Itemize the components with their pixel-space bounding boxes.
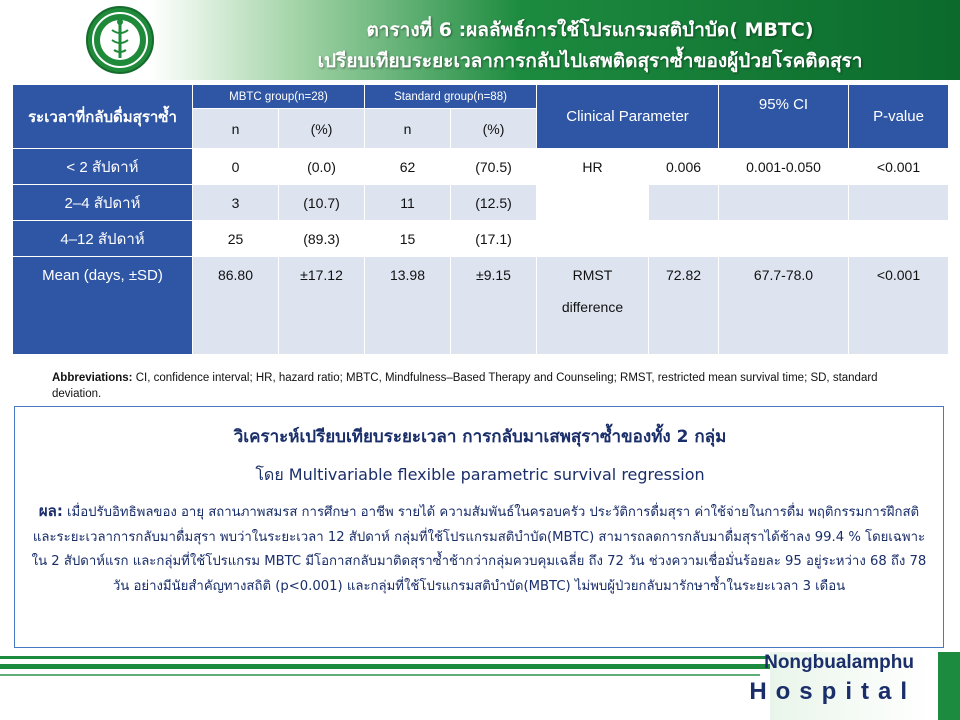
row-label: Mean (days, ±SD): [13, 257, 193, 355]
table-row: [13, 221, 949, 257]
cell-empty: [849, 221, 949, 257]
cell-pct-mbtc: (10.7): [279, 185, 365, 221]
cell-empty: [649, 185, 719, 221]
footer-brand-line1: Nongbualamphu: [764, 652, 914, 673]
analysis-text: เมื่อปรับอิทธิพลของ อายุ สถานภาพสมรส การศึกษา อาชีพ รายได้ ความสัมพันธ์ในครอบครัว ประวัติการดื่มสุรา ค่าใช้จ่ายในการดื่ม พฤติกรรมการฝึกสติ และระยะเวลาการกลับมาดื่มสุรา พบว่าในระยะเวลา 12 สัปดาห์ กลุ่มที่ใช้โปรแกรมสติบำบัด(MBTC) สามารถลดการกลับมาดื่มสุราได้ช้าลง 99.4 % โดยเฉพาะใน 2 สัปดาห์แรก และกลุ่มที่ใช้โปรแกรม MBTC มีโอกาสกลับมาติดสุราซ้ำช้ากว่ากลุ่มควบคุมเฉลี่ย ถึง 72 วัน ช่วงความเชื่อมั่นร้อยละ 95 อยู่ระหว่าง 68 ถึง 78 วัน อย่างมีนัยสำคัญทางสถิติ (p<0.001) และกลุ่มที่ใช้โปรแกรมสติบำบัด(MBTC) ไม่พบผู้ป่วยกลับมารักษาซ้ำในระยะเวลา 3 เดือน: [31, 505, 927, 594]
analysis-box: [14, 406, 944, 648]
cell-empty: [719, 221, 849, 257]
cell-rmst-pvalue: <0.001: [849, 257, 949, 355]
abbreviations-label: Abbreviations:: [52, 372, 133, 384]
cell-n-mbtc: 3: [193, 185, 279, 221]
analysis-lead: ผล:: [38, 502, 63, 520]
row-label: < 2 สัปดาห์: [13, 149, 193, 185]
cell-hr-param: HR: [537, 149, 649, 257]
footer-stripe: [0, 656, 780, 659]
abbreviations-text: CI, confidence interval; HR, hazard ratio; MBTC, Mindfulness–Based Therapy and Counseling; RMST, restricted mean survival time; SD, standard deviation.: [52, 372, 878, 400]
table-row: [13, 185, 949, 221]
footer-stripe: [0, 674, 760, 676]
cell-empty: [719, 185, 849, 221]
analysis-subtitle: โดย Multivariable flexible parametric survival regression: [255, 465, 705, 484]
header-mbtc-group: MBTC group(n=28): [193, 85, 365, 109]
rmst-label-1: RMST: [572, 267, 613, 283]
footer-stripe: [0, 664, 770, 669]
cell-pct-mbtc: (0.0): [279, 149, 365, 185]
header-pvalue: P-value: [849, 85, 949, 149]
title-line-2: เปรียบเทียบระยะเวลาการกลับไปเสพติดสุราซ้ำของผู้ป่วยโรคติดสุรา: [317, 50, 863, 72]
results-table-wrap: [12, 84, 948, 355]
header-95ci: [719, 85, 849, 149]
cell-n-mbtc: 0: [193, 149, 279, 185]
subheader-pct-standard: (%): [451, 109, 537, 149]
cell-pct-standard: (12.5): [451, 185, 537, 221]
footer-edge-bar: [938, 652, 960, 720]
footer-brand-line2: Hospital: [749, 678, 916, 705]
cell-mean-mbtc: 86.80: [193, 257, 279, 355]
header-timeframe-label: ระเวลาที่กลับดื่มสุราซ้ำ: [28, 108, 177, 126]
cell-pct-standard: (17.1): [451, 221, 537, 257]
row-label: 4–12 สัปดาห์: [13, 221, 193, 257]
cell-hr-pvalue: <0.001: [849, 149, 949, 185]
rmst-label-2: difference: [561, 299, 624, 315]
analysis-title: วิเคราะห์เปรียบเทียบระยะเวลา การกลับมาเสพสุราซ้ำของทั้ง 2 กลุ่ม: [233, 427, 727, 447]
cell-sd-mbtc: ±17.12: [279, 257, 365, 355]
abbreviations-note: [52, 370, 912, 402]
cell-pct-mbtc: (89.3): [279, 221, 365, 257]
cell-n-standard: 11: [365, 185, 451, 221]
cell-pct-standard: (70.5): [451, 149, 537, 185]
cell-empty: [649, 221, 719, 257]
cell-sd-standard: ±9.15: [451, 257, 537, 355]
cell-hr-value: 0.006: [649, 149, 719, 185]
cell-mean-standard: 13.98: [365, 257, 451, 355]
cell-hr-ci: 0.001-0.050: [719, 149, 849, 185]
header-95ci-label: 95% CI: [758, 96, 809, 113]
cell-n-standard: 62: [365, 149, 451, 185]
header-standard-group: Standard group(n=88): [365, 85, 537, 109]
analysis-body: [29, 499, 929, 599]
results-table: [12, 84, 949, 355]
header-timeframe: [13, 85, 193, 149]
title-line-1: ตารางที่ 6 :ผลลัพธ์การใช้โปรแกรมสติบำบัด( MBTC): [366, 19, 814, 41]
hospital-emblem-icon: [86, 6, 154, 74]
row-label: 2–4 สัปดาห์: [13, 185, 193, 221]
cell-rmst-value: 72.82: [649, 257, 719, 355]
subheader-n-standard: n: [365, 109, 451, 149]
cell-rmst-param: [537, 257, 649, 355]
cell-empty: [849, 185, 949, 221]
cell-n-standard: 15: [365, 221, 451, 257]
subheader-n-mbtc: n: [193, 109, 279, 149]
header-clinical-parameter: Clinical Parameter: [537, 85, 719, 149]
footer: [0, 652, 960, 720]
subheader-pct-mbtc: (%): [279, 109, 365, 149]
header-banner: [0, 0, 960, 80]
table-row: [13, 257, 949, 355]
table-row: [13, 149, 949, 185]
slide-title: [240, 4, 940, 76]
cell-n-mbtc: 25: [193, 221, 279, 257]
cell-rmst-ci: 67.7-78.0: [719, 257, 849, 355]
